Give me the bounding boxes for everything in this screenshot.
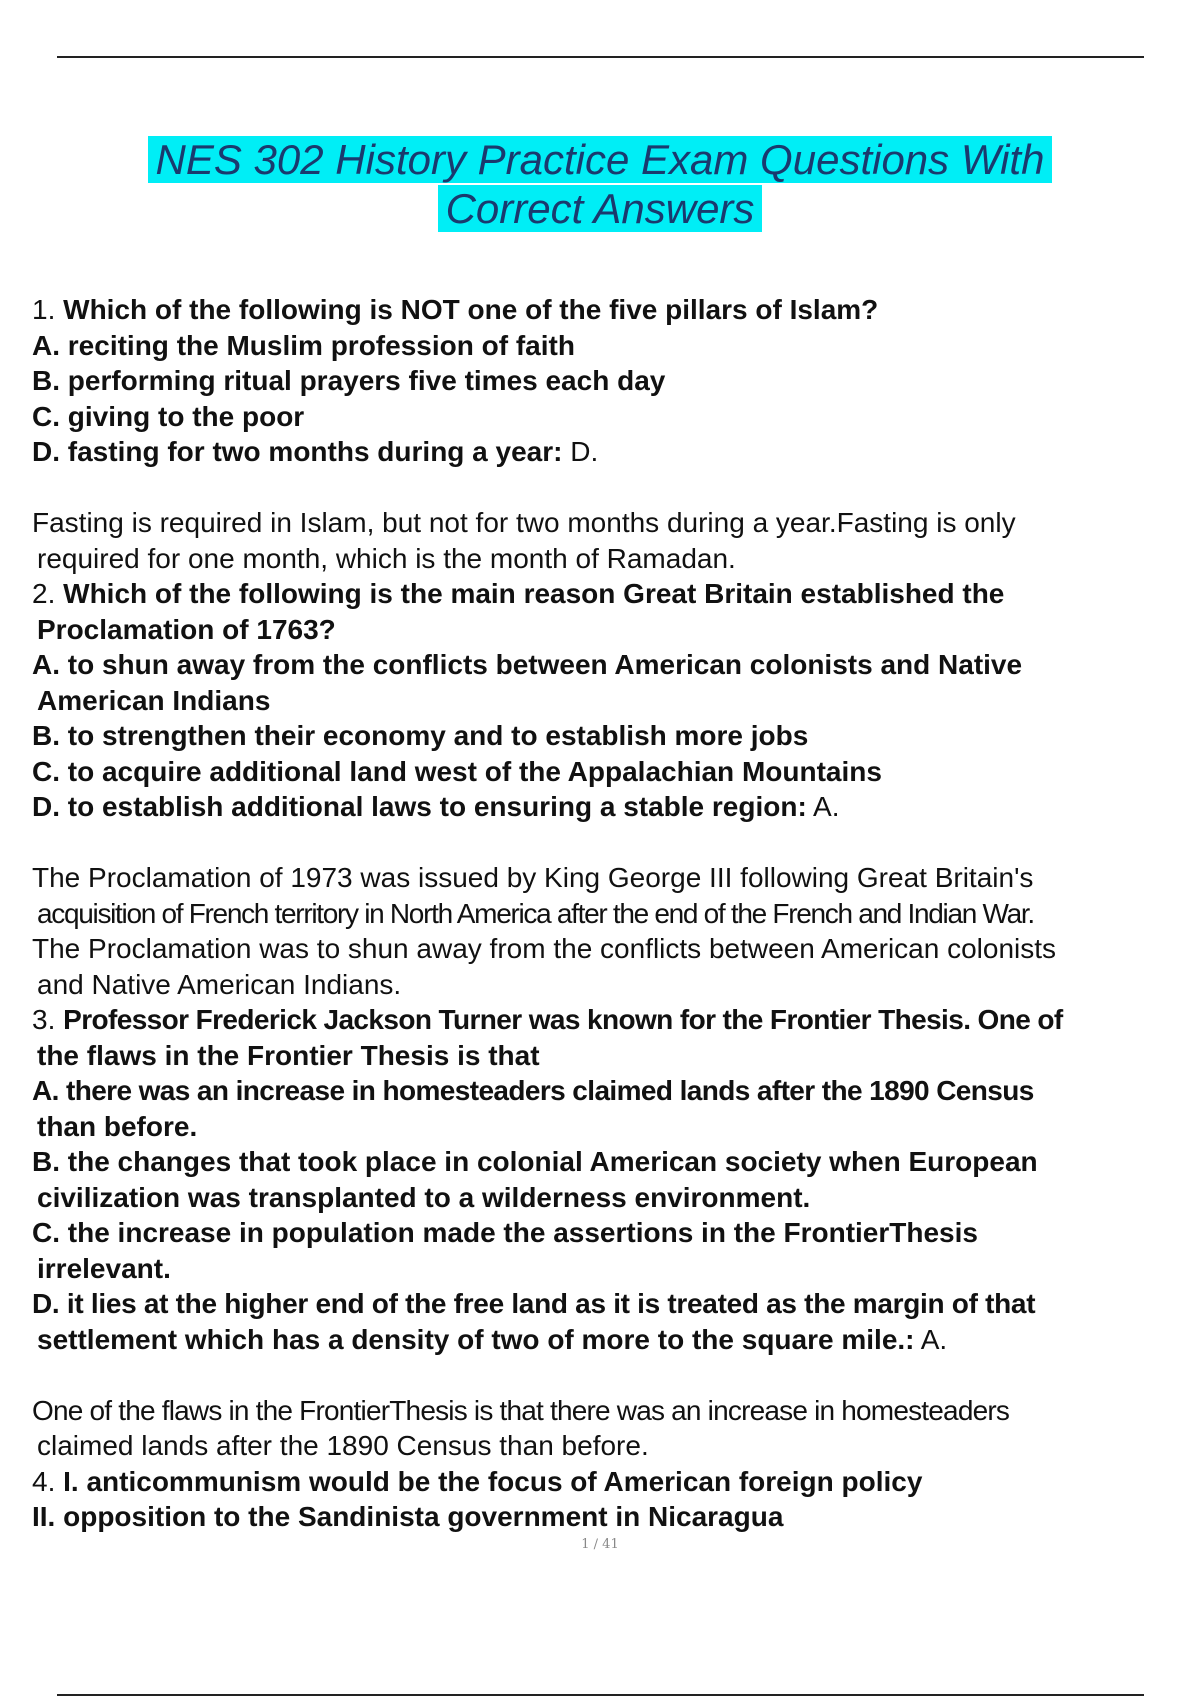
question-3-explanation-1: One of the flaws in the FrontierThesis is that there was an increase in homesteaders: [32, 1394, 1010, 1426]
question-2-explanation-1: The Proclamation of 1973 was issued by King George III following Great Britain's: [32, 862, 1034, 893]
question-2-option-a: A. to shun away from the conflicts between American colonists and Native: [32, 649, 1023, 680]
question-2-stem-cont: Proclamation of 1763?: [37, 613, 336, 645]
bottom-rule: [57, 1694, 1144, 1696]
question-3-option-b-cont: civilization was transplanted to a wilderness environment.: [37, 1181, 811, 1213]
question-3-option-c-cont: irrelevant.: [37, 1252, 171, 1284]
document-body: [32, 292, 1200, 1535]
question-4-item-2: II. opposition to the Sandinista government in Nicaragua: [32, 1501, 784, 1532]
page-number: 1 / 41: [581, 1537, 619, 1552]
question-1-explanation-1: Fasting is required in Islam, but not for two months during a year.Fasting is only: [32, 507, 1016, 538]
question-3-stem-cont: the flaws in the Frontier Thesis is that: [37, 1039, 540, 1071]
document-title: [0, 135, 1200, 233]
question-4-item-1: 4. I. anticommunism would be the focus of American foreign policy: [32, 1465, 923, 1497]
question-1-option-d: D. fasting for two months during a year: D.: [32, 436, 599, 467]
question-2-option-a-cont: American Indians: [37, 684, 271, 716]
question-3-answer: A.: [920, 1323, 948, 1355]
question-1-option-b: B. performing ritual prayers five times each day: [32, 365, 666, 396]
question-2-option-c: C. to acquire additional land west of the Appalachian Mountains: [32, 755, 882, 787]
question-2-option-d: D. to establish additional laws to ensuring a stable region: A.: [32, 791, 840, 822]
question-1-explanation-2: required for one month, which is the month of Ramadan.: [37, 542, 736, 574]
question-3-explanation-2: claimed lands after the 1890 Census than before.: [37, 1430, 649, 1461]
question-2-option-b: B. to strengthen their economy and to establish more jobs: [32, 720, 809, 751]
question-2-answer: A.: [813, 791, 840, 822]
question-2-stem: 2. Which of the following is the main reason Great Britain established the: [32, 578, 1005, 609]
question-1-stem: 1. Which of the following is NOT one of the five pillars of Islam?: [32, 294, 879, 325]
question-2-explanation-2: acquisition of French territory in North America after the end of the French and Indian War.: [37, 897, 1034, 929]
title-line-2: Correct Answers: [438, 185, 763, 232]
question-3-option-b: B. the changes that took place in colonial American society when European: [32, 1146, 1038, 1177]
title-line-1: NES 302 History Practice Exam Questions With: [148, 136, 1053, 183]
question-2-explanation-4: and Native American Indians.: [37, 968, 402, 1000]
question-2-explanation-3: The Proclamation was to shun away from the conflicts between American colonists: [32, 933, 1057, 964]
top-rule: [57, 56, 1144, 58]
question-1-option-c: C. giving to the poor: [32, 400, 305, 432]
question-1-answer: D.: [570, 436, 599, 467]
question-3-option-a: A. there was an increase in homesteaders claimed lands after the 1890 Census: [32, 1075, 1034, 1106]
question-1-option-a: A. reciting the Muslim profession of faith: [32, 329, 575, 361]
question-3-option-d: D. it lies at the higher end of the free land as it is treated as the margin of that: [32, 1288, 1036, 1319]
question-3-option-a-cont: than before.: [37, 1110, 198, 1142]
question-3-stem: 3. Professor Frederick Jackson Turner was known for the Frontier Thesis. One of: [32, 1004, 1063, 1035]
question-3-option-c: C. the increase in population made the assertions in the FrontierThesis: [32, 1217, 978, 1248]
question-3-option-d-cont: settlement which has a density of two of more to the square mile.: A.: [37, 1323, 948, 1355]
